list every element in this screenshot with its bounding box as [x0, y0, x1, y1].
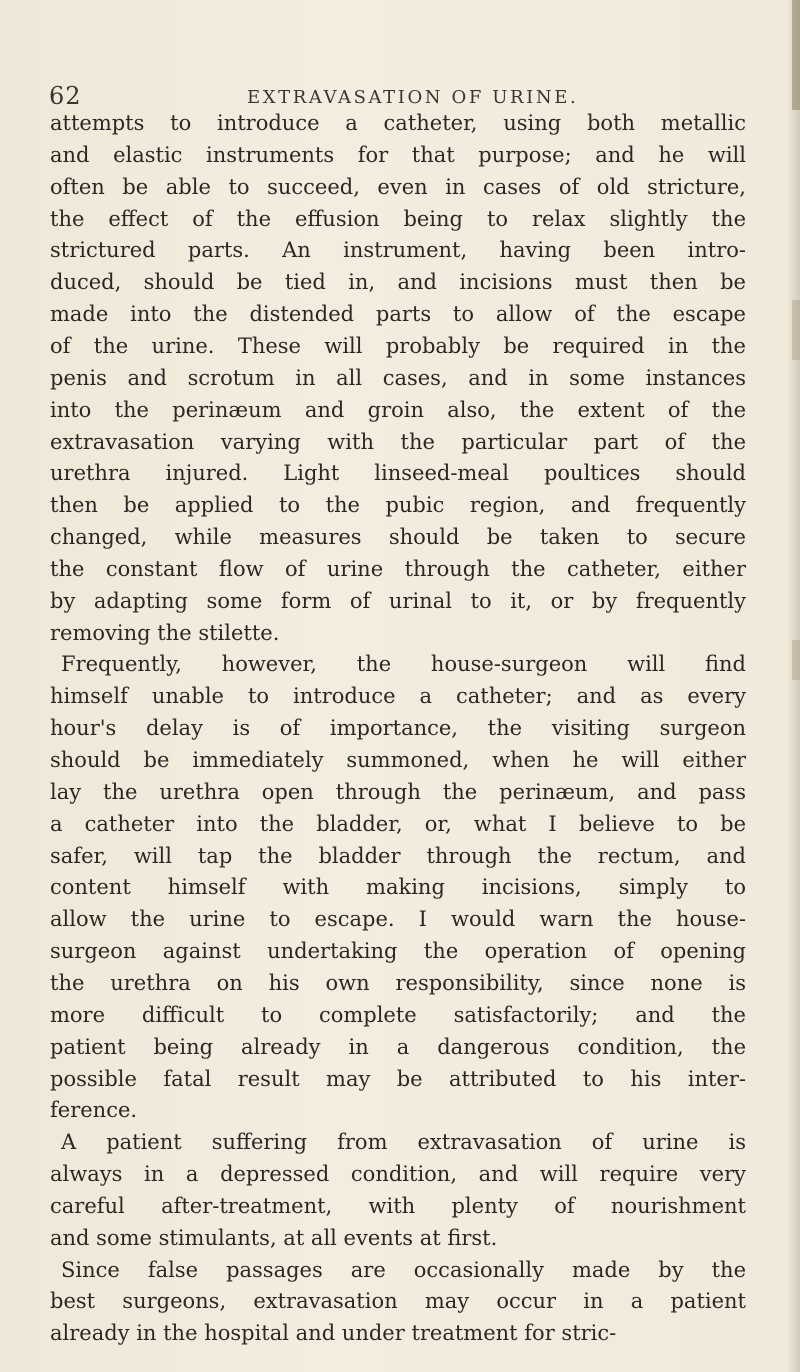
text-line: the constant flow of urine through the catheter, either: [50, 556, 746, 581]
text-line: attempts to introduce a catheter, using both metallic: [50, 111, 746, 135]
text-line: penis and scrotum in all cases, and in some instances: [50, 365, 746, 390]
text-line: changed, while measures should be taken to secure: [50, 525, 746, 550]
text-line: himself unable to introduce a catheter; and as every: [50, 684, 746, 709]
text-line: lay the urethra open through the perinæum, and pass: [50, 779, 746, 804]
text-line: patient being already in a dangerous condition, the: [50, 1034, 746, 1059]
text-line: urethra injured. Light linseed-meal poultices should: [50, 461, 746, 486]
text-line: surgeon against undertaking the operation of opening: [50, 939, 746, 964]
text-line: by adapting some form of urinal to it, or by frequently: [50, 588, 746, 613]
text-line: hour's delay is of importance, the visiting surgeon: [50, 716, 746, 741]
text-line: careful after-treatment, with plenty of nourishment: [50, 1193, 746, 1218]
text-line: extravasation varying with the particular part of the: [50, 429, 746, 454]
text-line: Since false passages are occasionally made by the: [61, 1257, 746, 1282]
text-line: and some stimulants, at all events at first.: [50, 1225, 498, 1250]
text-line: always in a depressed condition, and will require very: [50, 1162, 746, 1187]
text-line: then be applied to the pubic region, and frequently: [50, 493, 746, 518]
page-edge-mark: [792, 300, 800, 360]
text-line: made into the distended parts to allow of the escape: [50, 302, 746, 327]
text-line: should be immediately summoned, when he will either: [50, 748, 746, 772]
text-line: already in the hospital and under treatment for stric-: [50, 1321, 617, 1346]
text-line: of the urine. These will probably be required in the: [50, 333, 746, 358]
text-line: safer, will tap the bladder through the rectum, and: [50, 843, 746, 868]
text-line: best surgeons, extravasation may occur in a patient: [50, 1289, 746, 1314]
text-line: duced, should be tied in, and incisions must then be: [50, 270, 746, 295]
text-line: possible fatal result may be attributed to his inter-: [50, 1066, 746, 1091]
text-line: A patient suffering from extravasation of urine is: [61, 1130, 746, 1155]
text-line: ference.: [50, 1098, 138, 1123]
text-line: the effect of the effusion being to relax slightly the: [50, 206, 746, 231]
page-number: 62: [49, 82, 82, 110]
text-line: removing the stilette.: [50, 620, 280, 645]
text-line: the urethra on his own responsibility, since none is: [50, 970, 746, 995]
text-line: and elastic instruments for that purpose; and he will: [50, 142, 746, 167]
page-edge-mark: [792, 640, 800, 680]
text-line: Frequently, however, the house-surgeon will find: [61, 652, 746, 677]
text-line: strictured parts. An instrument, having been intro-: [50, 238, 746, 263]
page-edge-mark: [792, 0, 800, 110]
text-line: a catheter into the bladder, or, what I believe to be: [50, 811, 746, 836]
text-line: more difficult to complete satisfactorily; and the: [50, 1002, 746, 1027]
text-line: often be able to succeed, even in cases of old stricture,: [50, 174, 746, 199]
page-edge-shadow: [786, 0, 800, 1372]
text-line: allow the urine to escape. I would warn the house-: [50, 907, 746, 932]
running-head: EXTRAVASATION OF URINE.: [247, 87, 579, 108]
text-line: into the perinæum and groin also, the extent of the: [50, 397, 746, 422]
text-line: content himself with making incisions, simply to: [50, 875, 746, 900]
